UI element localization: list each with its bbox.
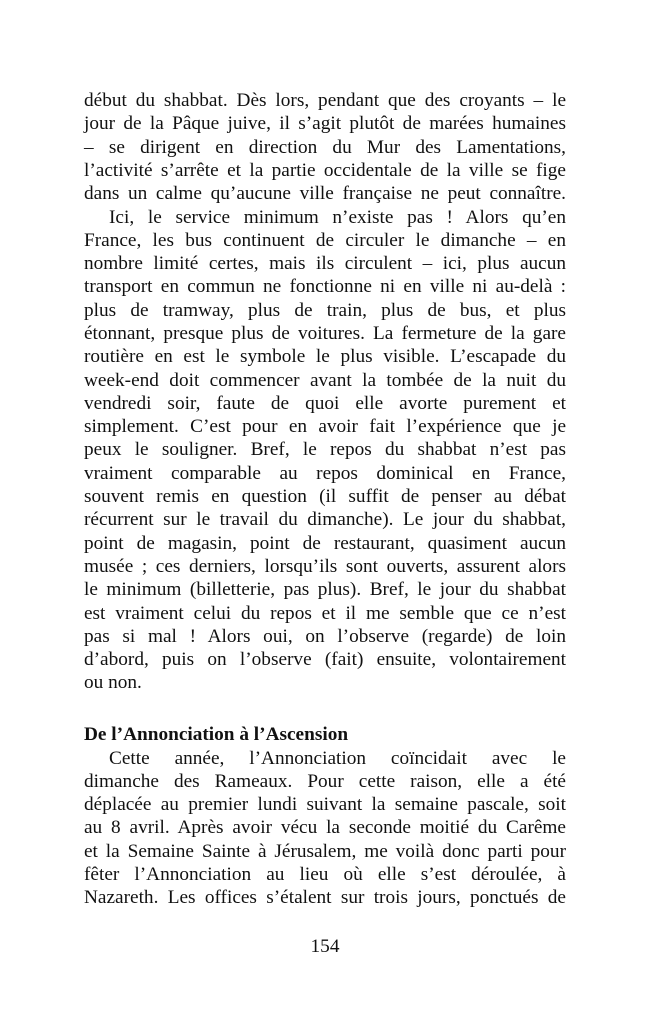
text-line: au 8 avril. Après avoir vécu la seconde moitié du Carême xyxy=(84,817,566,839)
text-line: musée ; ces derniers, lorsqu’ils sont ouverts, assurent alors xyxy=(84,555,566,577)
text-line: le minimum (billetterie, pas plus). Bref, le jour du shabbat xyxy=(84,579,566,601)
text-line: et la Semaine Sainte à Jérusalem, me voilà donc parti pour xyxy=(84,840,566,862)
text-line: jour de la Pâque juive, il s’agit plutôt de marées humaines xyxy=(84,113,566,135)
text-line: simplement. C’est pour en avoir fait l’expérience que je xyxy=(84,416,566,438)
text-line: dans un calme qu’aucune ville française ne peut connaître. xyxy=(84,183,566,205)
text-line: déplacée au premier lundi suivant la semaine pascale, soit xyxy=(84,794,566,816)
text-line: peux le souligner. Bref, le repos du shabbat n’est pas xyxy=(84,439,566,461)
text-line: pas si mal ! Alors oui, on l’observe (regarde) de loin xyxy=(84,625,566,647)
text-line: dimanche des Rameaux. Pour cette raison, elle a été xyxy=(84,770,566,792)
text-line: transport en commun ne fonctionne ni en ville ni au-delà : xyxy=(84,276,566,298)
text-line: nombre limité certes, mais ils circulent – ici, plus aucun xyxy=(84,253,566,275)
text-line: vendredi soir, faute de quoi elle avorte purement et xyxy=(84,392,566,414)
text-line: routière en est le symbole le plus visible. L’escapade du xyxy=(84,346,566,368)
text-line: étonnant, presque plus de voitures. La fermeture de la gare xyxy=(84,322,566,344)
text-line: récurrent sur le travail du dimanche). Le jour du shabbat, xyxy=(84,509,566,531)
text-line: France, les bus continuent de circuler le dimanche – en xyxy=(84,229,566,251)
text-line: d’abord, puis on l’observe (fait) ensuite, volontairement xyxy=(84,649,566,671)
text-line: Cette année, l’Annonciation coïncidait avec le xyxy=(109,747,566,769)
text-line: week-end doit commencer avant la tombée de la nuit du xyxy=(84,369,566,391)
page-number: 154 xyxy=(310,936,340,957)
text-line: début du shabbat. Dès lors, pendant que des croyants – le xyxy=(84,90,566,111)
text-line: Nazareth. Les offices s’étalent sur trois jours, ponctués de xyxy=(84,887,566,909)
text-line: ou non. xyxy=(84,672,142,694)
text-line: est vraiment celui du repos et il me semble que ce n’est xyxy=(84,602,566,624)
text-line: point de magasin, point de restaurant, quasiment aucun xyxy=(84,532,566,554)
text-line: plus de tramway, plus de train, plus de bus, et plus xyxy=(84,299,566,321)
text-line: vraiment comparable au repos dominical en France, xyxy=(84,462,566,484)
text-line: – se dirigent en direction du Mur des Lamentations, xyxy=(84,136,566,158)
paragraph-continuation xyxy=(84,89,566,205)
paragraph-annonciation xyxy=(84,747,566,910)
section-heading xyxy=(84,723,566,746)
text-line: fêter l’Annonciation au lieu où elle s’est déroulée, à xyxy=(84,863,566,885)
text-line: souvent remis en question (il suffit de penser au débat xyxy=(84,486,566,508)
section-heading-text: De l’Annonciation à l’Ascension xyxy=(84,724,349,745)
text-line: Ici, le service minimum n’existe pas ! Alors qu’en xyxy=(109,206,566,228)
text-line: l’activité s’arrête et la partie occidentale de la ville se fige xyxy=(84,159,566,181)
paragraph-shabbat xyxy=(84,206,566,695)
